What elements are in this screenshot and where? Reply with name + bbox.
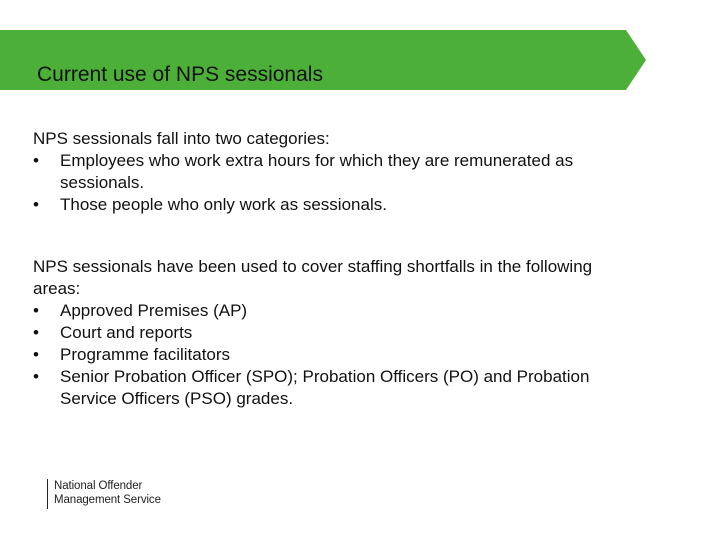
slide-title: Current use of NPS sessionals: [37, 63, 323, 86]
list-item-text: Senior Probation Officer (SPO); Probation Officers (PO) and Probation Service Officers (PSO) grades.: [60, 367, 590, 408]
section-spacer: [33, 216, 643, 256]
list-item: [33, 366, 643, 410]
list-item-text: Those people who only work as sessionals.: [60, 195, 387, 214]
section2-bullet-list: [33, 300, 643, 410]
logo-line-1: National Offender: [54, 480, 143, 492]
section1-intro: NPS sessionals fall into two categories:: [33, 129, 330, 148]
bullet-icon: •: [33, 345, 39, 364]
bullet-icon: •: [33, 367, 39, 386]
bullet-icon: •: [33, 323, 39, 342]
section1-bullet-list: [33, 150, 643, 216]
list-item: [33, 194, 643, 216]
slide-content: [33, 128, 643, 410]
list-item-text: Employees who work extra hours for which they are remunerated as sessionals.: [60, 151, 574, 192]
list-item: [33, 150, 643, 194]
list-item-text: Court and reports: [60, 323, 193, 342]
section2-intro: NPS sessionals have been used to cover staffing shortfalls in the following areas:: [33, 257, 593, 298]
list-item-text: Approved Premises (AP): [60, 301, 248, 320]
list-item: [33, 300, 643, 322]
bullet-icon: •: [33, 195, 39, 214]
list-item: [33, 344, 643, 366]
list-item: [33, 322, 643, 344]
noms-logo: [47, 479, 161, 509]
bullet-icon: •: [33, 301, 39, 320]
list-item-text: Programme facilitators: [60, 345, 231, 364]
logo-line-2: Management Service: [54, 494, 161, 506]
bullet-icon: •: [33, 151, 39, 170]
